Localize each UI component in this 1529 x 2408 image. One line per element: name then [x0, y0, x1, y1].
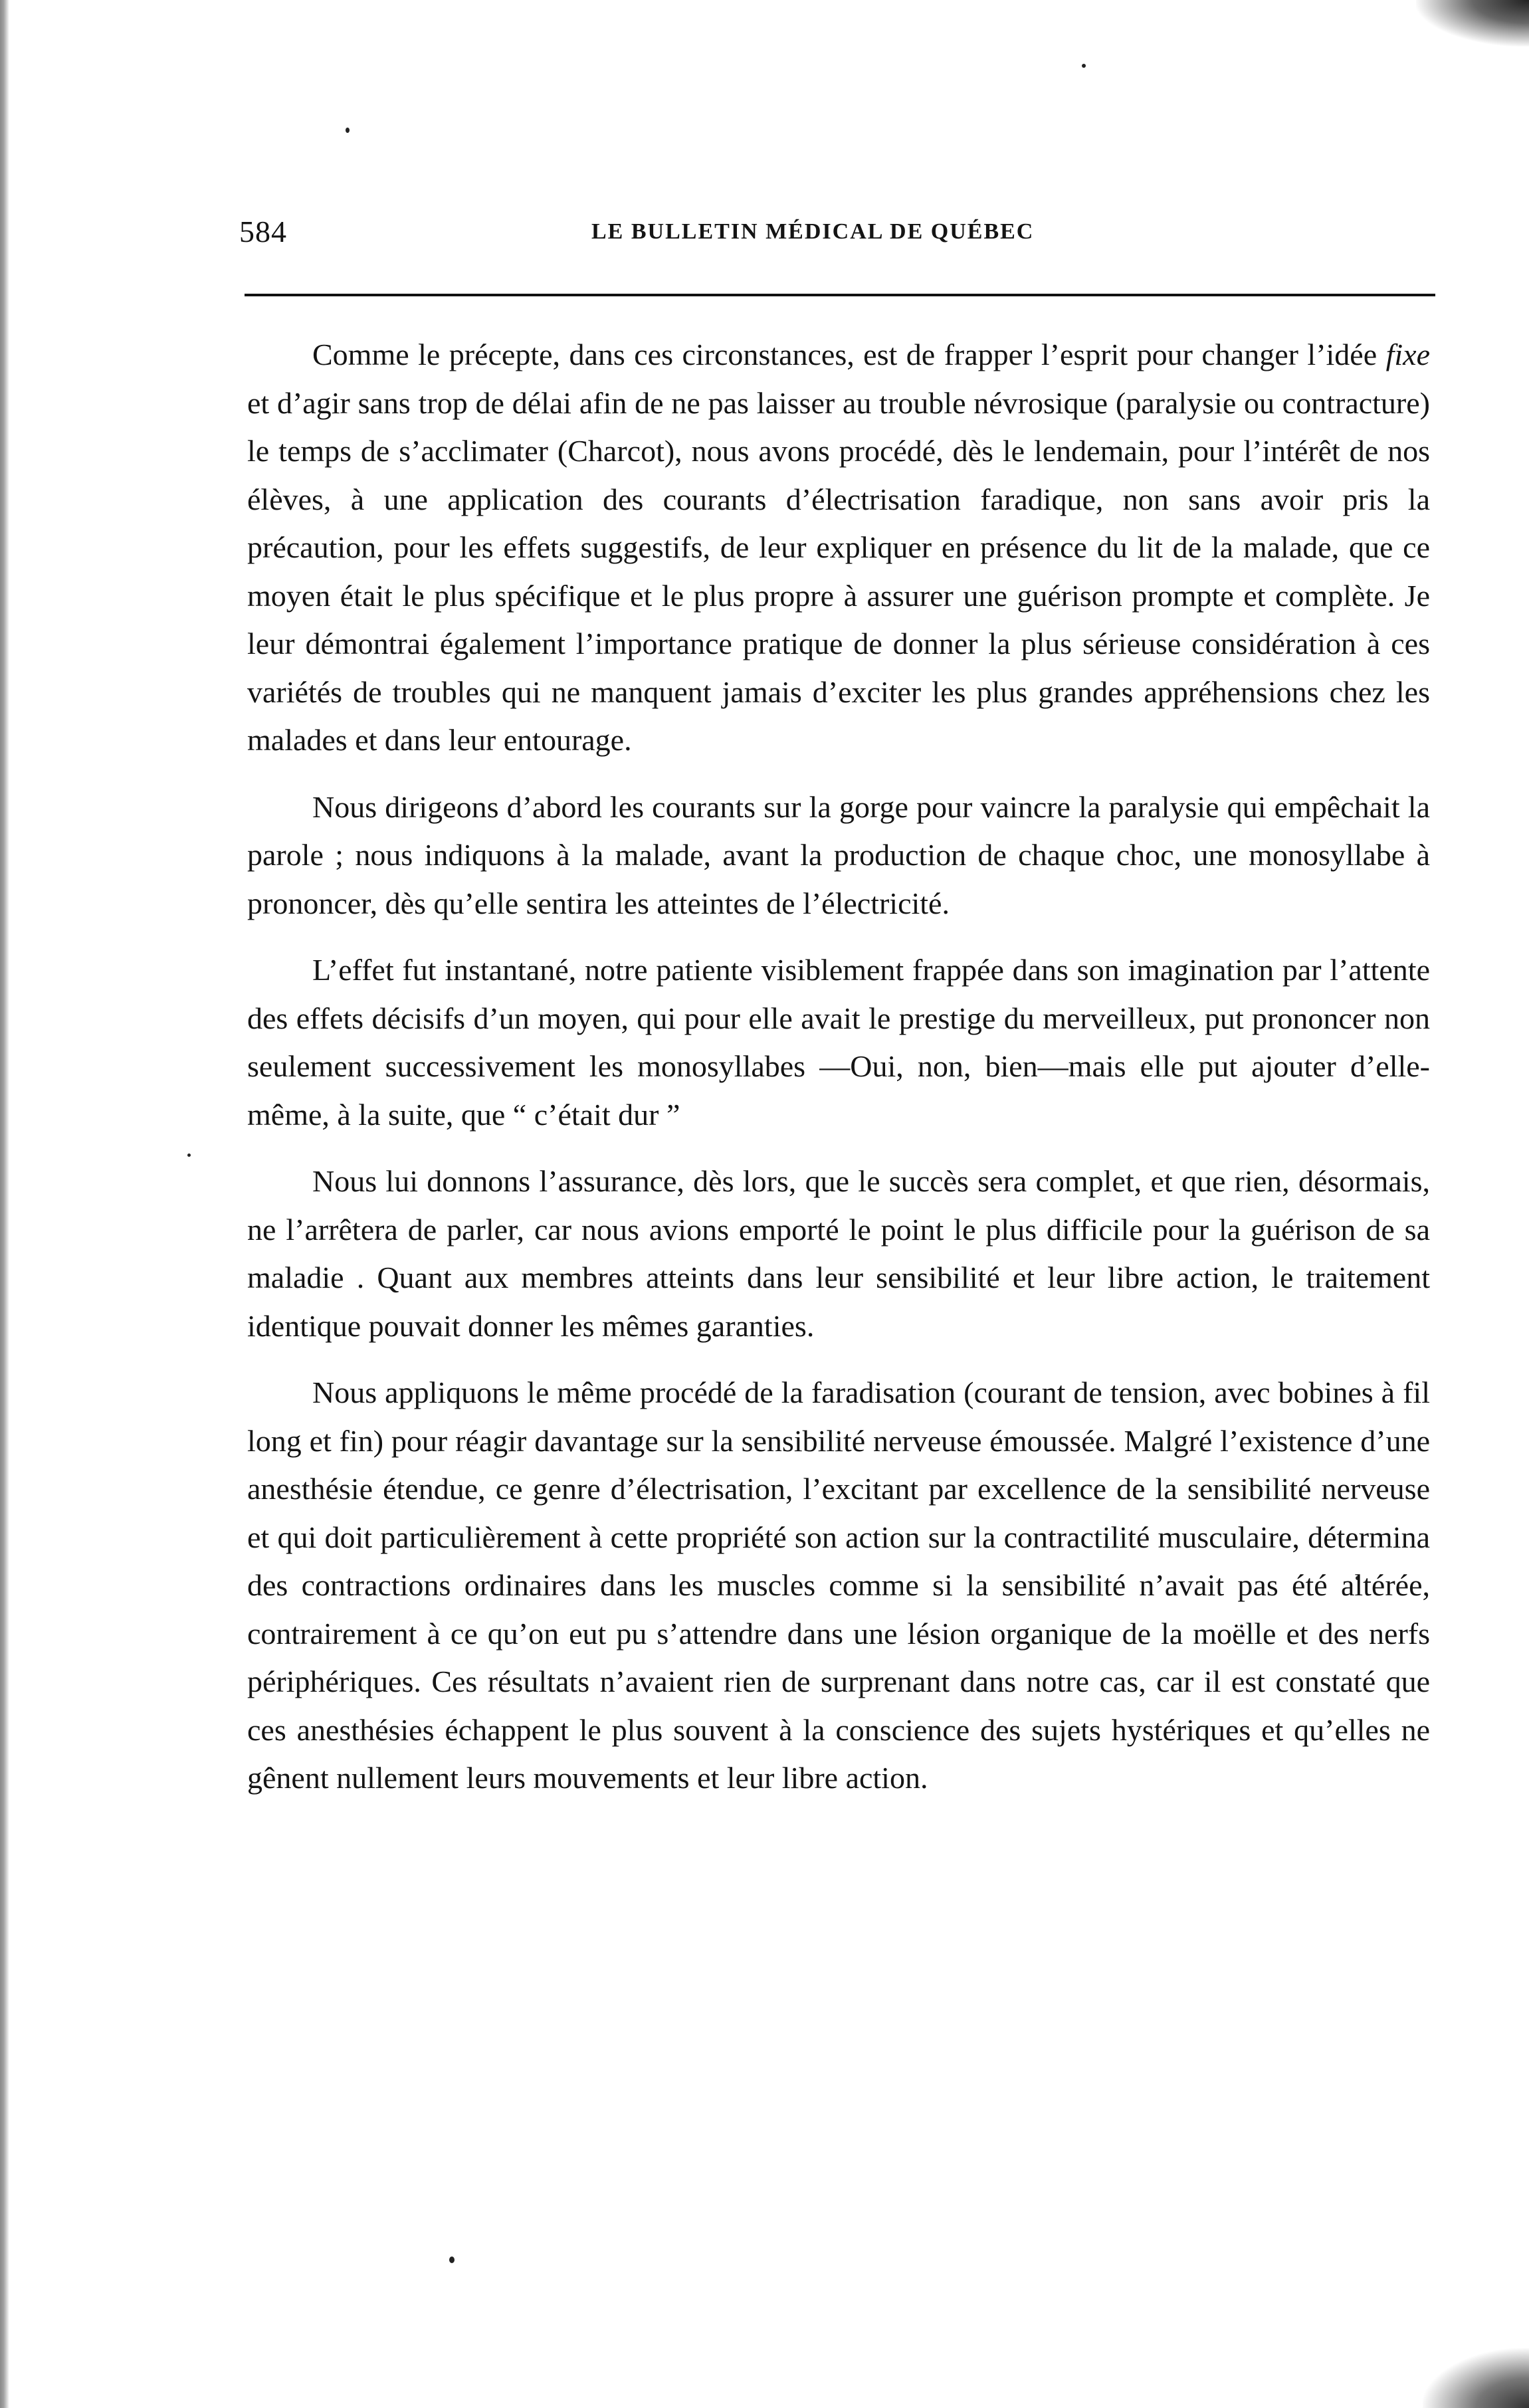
- paragraph-text: et d’agir sans trop de délai afin de ne pas laisser au trouble névrosique (paralysie ou contracture) le temps de s’acclimater (Charcot), nous avons procédé, dès le lendemain, pour l’intérêt de nos élèves, à une application des courants d’électrisation faradique, non sans avoir pris la précaution, pour les effets suggestifs, de leur expliquer en présence du lit de la malade, que ce moyen était le plus spécifique et le plus propre à assurer une guérison prompte et complète. Je leur démontrai également l’importance pratique de donner la plus sérieuse considération à ces variétés de troubles qui ne manquent jamais d’exciter les plus grandes appréhensions chez les malades et dans leur entourage.: [247, 385, 1430, 757]
- italic-word: fixe: [1385, 338, 1430, 371]
- scan-top-corner-shadow: [1416, 0, 1529, 47]
- scan-left-edge-shadow: [0, 0, 9, 2408]
- scan-speck: [1082, 64, 1086, 68]
- page-header: [239, 214, 1422, 254]
- paragraph: Nous lui donnons l’assurance, dès lors, que le succès sera complet, et que rien, désormais, ne l’arrêtera de parler, car nous avions emporté le point le plus difficile pour la guérison de sa maladie . Quant aux membres atteints dans leur sensibilité et leur libre action, le traitement identique pouvait donner les mêmes garanties.: [247, 1164, 1430, 1343]
- paragraph: Nous appliquons le même procédé de la faradisation (courant de tension, avec bobines à fil long et fin) pour réagir davantage sur la sensibilité nerveuse émoussée. Malgré l’existence d’une anesthésie étendue, ce genre d’électrisation, l’excitant par excellence de la sensibilité nerveuse et qui doit particulièrement à cette propriété son action sur la contractilité musculaire, détermina des contractions ordinaires dans les muscles comme si la sensibilité n’avait pas été altérée, contrairement à ce qu’on eut pu s’attendre dans une lésion organique de la moëlle et des nerfs périphériques. Ces résultats n’avaient rien de surprenant dans notre cas, car il est constaté que ces anesthésies échappent le plus souvent à la conscience des sujets hystériques et qu’elles ne gênent nullement leurs mouvements et leur libre action.: [247, 1375, 1430, 1795]
- scan-speck: [346, 128, 350, 133]
- body-text: [247, 331, 1430, 1821]
- scan-speck: [187, 1154, 191, 1157]
- scan-bottom-corner-shadow: [1423, 2348, 1529, 2408]
- paragraph: [247, 331, 1430, 765]
- header-rule: [245, 294, 1435, 296]
- paragraph-text: Comme le précepte, dans ces circonstances, est de frapper l’esprit pour changer l’idée: [312, 338, 1386, 371]
- page-number: 584: [239, 215, 287, 249]
- scan-speck: [449, 2257, 455, 2263]
- paragraph: Nous dirigeons d’abord les courants sur la gorge pour vaincre la paralysie qui empêchait la parole ; nous indiquons à la malade, avant la production de chaque choc, une monosyllabe à prononcer, dès qu’elle sentira les atteintes de l’électricité.: [247, 789, 1430, 920]
- running-title: LE BULLETIN MÉDICAL DE QUÉBEC: [591, 219, 1035, 244]
- paragraph: L’effet fut instantané, notre patiente visiblement frappée dans son imagination par l’attente des effets décisifs d’un moyen, qui pour elle avait le prestige du merveilleux, put prononcer non seulement successivement les monosyllabes —Oui, non, bien—mais elle put ajouter d’elle-même, à la suite, que “ c’était dur ”: [247, 953, 1430, 1132]
